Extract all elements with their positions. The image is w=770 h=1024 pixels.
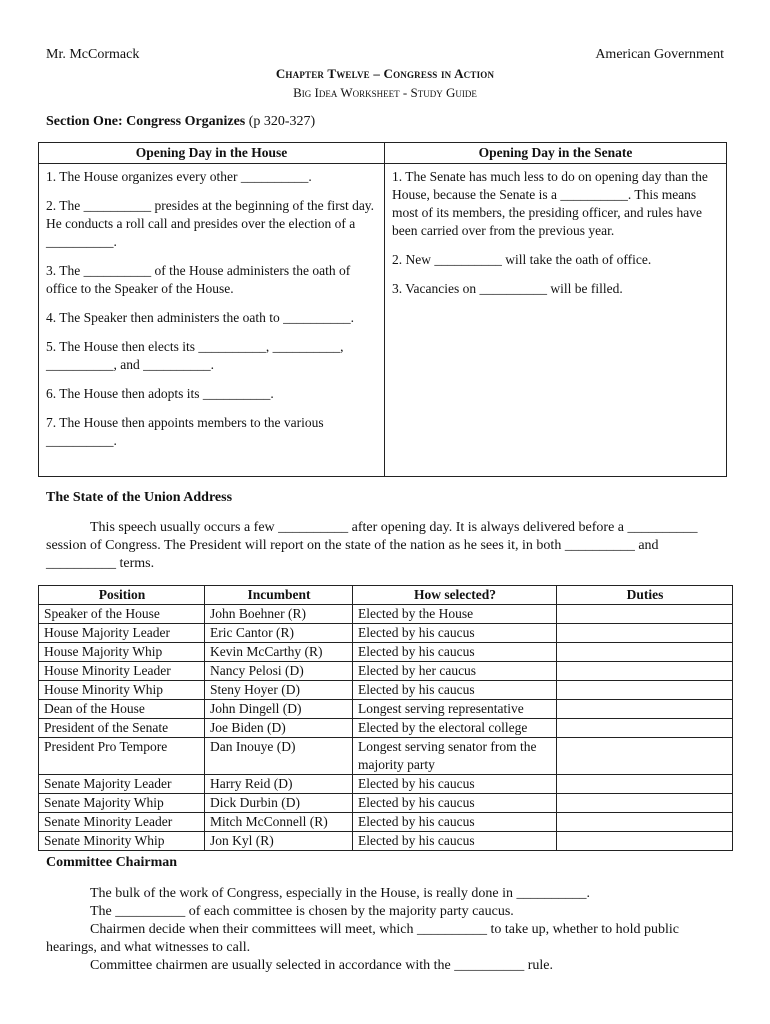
incumbent-cell: Kevin McCarthy (R) (205, 643, 353, 662)
page-subtitle: Big Idea Worksheet - Study Guide (293, 85, 477, 100)
teacher-name: Mr. McCormack (46, 47, 140, 62)
positions-table-body (39, 605, 733, 851)
committee-text (46, 885, 716, 975)
how-selected-cell: Elected by the electoral college (353, 719, 557, 738)
position-cell: Dean of the House (39, 700, 205, 719)
house-heading: Opening Day in the House (39, 143, 385, 164)
table-row (39, 794, 733, 813)
duties-cell (557, 794, 733, 813)
how-selected-cell: Longest serving senator from the majority party (353, 738, 557, 775)
position-cell: House Majority Whip (39, 643, 205, 662)
section-one-heading (46, 114, 315, 130)
house-item: 2. The __________ presides at the beginning of the first day. He conducts a roll call and presides over the election of a __________. (46, 198, 375, 249)
section-one-pages: (p 320-327) (245, 114, 316, 129)
how-selected-cell: Elected by his caucus (353, 794, 557, 813)
house-item: 1. The House organizes every other __________. (46, 169, 312, 184)
position-cell: Senate Majority Whip (39, 794, 205, 813)
how-selected-cell: Elected by the House (353, 605, 557, 624)
course-name: American Government (595, 47, 724, 62)
table-row (39, 681, 733, 700)
senate-item: 3. Vacancies on __________ will be filled. (392, 281, 623, 296)
incumbent-cell: Eric Cantor (R) (205, 624, 353, 643)
incumbent-cell: Nancy Pelosi (D) (205, 662, 353, 681)
house-item: 5. The House then elects its __________, __________, __________, and __________. (46, 339, 344, 372)
incumbent-cell: John Boehner (R) (205, 605, 353, 624)
duties-cell (557, 813, 733, 832)
incumbent-cell: Mitch McConnell (R) (205, 813, 353, 832)
committee-paragraph: The __________ of each committee is chosen by the majority party caucus. (90, 904, 514, 919)
how-selected-cell: Elected by his caucus (353, 775, 557, 794)
table-row (39, 719, 733, 738)
senate-item: 1. The Senate has much less to do on opening day than the House, because the Senate is a __________. This means most of its members, the presiding officer, and rules have been carried over from the previous year. (392, 169, 708, 238)
how-selected-cell: Elected by his caucus (353, 643, 557, 662)
col-header-how-selected: How selected? (353, 586, 557, 605)
section-one-title: Section One: Congress Organizes (46, 114, 246, 129)
table-row (39, 605, 733, 624)
incumbent-cell: Dan Inouye (D) (205, 738, 353, 775)
position-cell: Senate Majority Leader (39, 775, 205, 794)
position-cell: House Minority Whip (39, 681, 205, 700)
committee-paragraph: The bulk of the work of Congress, especially in the House, is really done in __________. (90, 886, 591, 901)
house-items-cell (39, 164, 385, 477)
duties-cell (557, 832, 733, 851)
how-selected-cell: Elected by his caucus (353, 832, 557, 851)
house-item: 3. The __________ of the House administers the oath of office to the Speaker of the House. (46, 263, 351, 296)
how-selected-cell: Elected by his caucus (353, 624, 557, 643)
how-selected-cell: Longest serving representative (353, 700, 557, 719)
senate-item: 2. New __________ will take the oath of office. (392, 252, 652, 267)
how-selected-cell: Elected by his caucus (353, 681, 557, 700)
duties-cell (557, 719, 733, 738)
position-cell: House Majority Leader (39, 624, 205, 643)
incumbent-cell: Joe Biden (D) (205, 719, 353, 738)
incumbent-cell: Jon Kyl (R) (205, 832, 353, 851)
position-cell: President Pro Tempore (39, 738, 205, 775)
state-of-union-text: This speech usually occurs a few __________ after opening day. It is always delivered before a __________ session of Congress. The President will report on the state of the nation as he sees it, in both __________ and __________ terms. (46, 520, 698, 571)
house-item: 4. The Speaker then administers the oath to __________. (46, 310, 354, 325)
position-cell: Speaker of the House (39, 605, 205, 624)
table-row (39, 832, 733, 851)
duties-cell (557, 624, 733, 643)
duties-cell (557, 775, 733, 794)
position-cell: House Minority Leader (39, 662, 205, 681)
position-cell: Senate Minority Whip (39, 832, 205, 851)
house-item: 7. The House then appoints members to the various __________. (46, 415, 324, 448)
position-cell: President of the Senate (39, 719, 205, 738)
committee-paragraph: Chairmen decide when their committees will meet, which __________ to take up, whether to hold public hearings, and what witnesses to call. (46, 922, 680, 955)
col-header-position: Position (39, 586, 205, 605)
opening-day-table (38, 142, 727, 477)
duties-cell (557, 700, 733, 719)
how-selected-cell: Elected by her caucus (353, 662, 557, 681)
senate-items-cell (385, 164, 727, 477)
table-row (39, 775, 733, 794)
table-row (39, 738, 733, 775)
senate-heading: Opening Day in the Senate (385, 143, 727, 164)
incumbent-cell: Dick Durbin (D) (205, 794, 353, 813)
table-row (39, 662, 733, 681)
positions-table (38, 585, 733, 851)
house-item: 6. The House then adopts its __________. (46, 386, 274, 401)
duties-cell (557, 643, 733, 662)
duties-cell (557, 738, 733, 775)
col-header-duties: Duties (557, 586, 733, 605)
duties-cell (557, 605, 733, 624)
committee-paragraph: Committee chairmen are usually selected in accordance with the __________ rule. (90, 958, 554, 973)
committee-heading: Committee Chairman (46, 855, 178, 870)
incumbent-cell: John Dingell (D) (205, 700, 353, 719)
incumbent-cell: Steny Hoyer (D) (205, 681, 353, 700)
table-row (39, 813, 733, 832)
col-header-incumbent: Incumbent (205, 586, 353, 605)
page-title: Chapter Twelve – Congress in Action (275, 66, 495, 81)
table-row (39, 624, 733, 643)
table-row (39, 700, 733, 719)
how-selected-cell: Elected by his caucus (353, 813, 557, 832)
table-row (39, 643, 733, 662)
position-cell: Senate Minority Leader (39, 813, 205, 832)
duties-cell (557, 681, 733, 700)
incumbent-cell: Harry Reid (D) (205, 775, 353, 794)
state-of-union-heading: The State of the Union Address (46, 490, 233, 505)
duties-cell (557, 662, 733, 681)
